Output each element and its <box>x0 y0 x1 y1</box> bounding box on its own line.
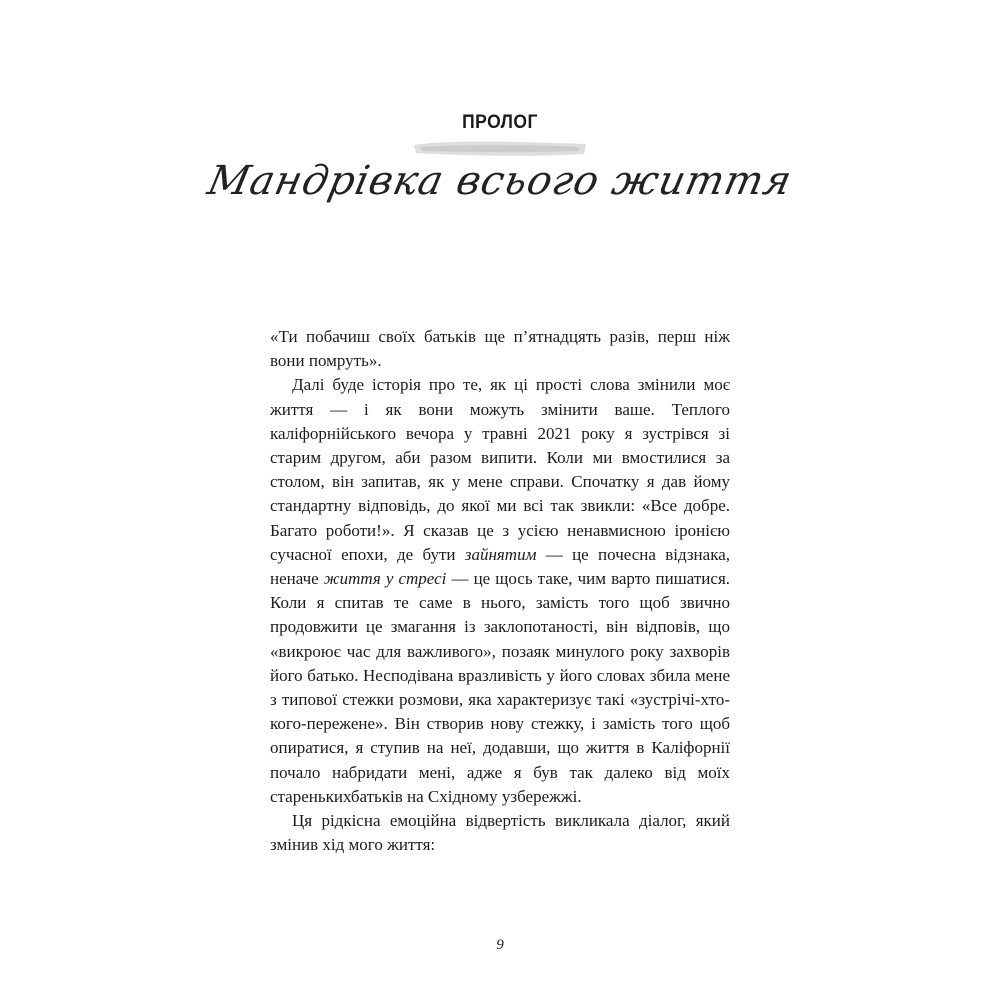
emphasized-text: зайнятим <box>464 544 537 564</box>
text-segment: — це щось таке, чим варто пишатися. Коли я спитав те саме в нього, замість того щоб звично продовжити це змагання із заклопотаності, він відповів, що «викроює час для важливого», позаяк минулого року захворів його батько. Несподівана вразливість у його словах збила мене з типової стежки розмови, яка характеризує такі «зустрічі-хто-кого-пережене». Він створив нову стежку, і замість того щоб опиратися, я ступив на неї, додавши, що життя в Каліфорнії почало набридати мені, адже я був так далеко від моїх старенькихбатьків на Східному узбережжі. <box>270 569 731 806</box>
page-number: 9 <box>496 937 504 953</box>
chapter-label: ПРОЛОГ <box>462 112 538 133</box>
paragraph <box>270 373 730 809</box>
text-segment: Далі буде історія про те, як ці прості слова змінили моє життя — і як вони можуть змінити ваше. Теплого каліфорнійського вечора у травні 2021 року я зустрівся зі старим другом, аби разом випити. Коли ми вмостилися за столом, він запитав, як у мене справи. Спочатку я дав йому стандартну відповідь, до якої ми всі так звикли: «Все добре. Багато роботи!». Я сказав це з усією ненавмисною іронією сучасної епохи, де бути <box>270 375 730 564</box>
emphasized-text: життя у стресі <box>323 569 447 589</box>
body-text <box>270 325 730 857</box>
chapter-title: Мандрівка всього життя <box>203 158 797 204</box>
text-segment: «Ти побачиш своїх батьків ще п’ятнадцять разів, перш ніж вони помруть». <box>270 327 730 371</box>
text-segment: Ця рідкісна емоційна відвертість викликала діалог, який змінив хід мого життя: <box>270 811 730 855</box>
brush-stroke-decoration <box>410 136 590 160</box>
paragraph <box>270 809 730 857</box>
text-segment: — це почесна відзнака, неначе <box>270 544 730 589</box>
paragraph <box>270 325 730 373</box>
